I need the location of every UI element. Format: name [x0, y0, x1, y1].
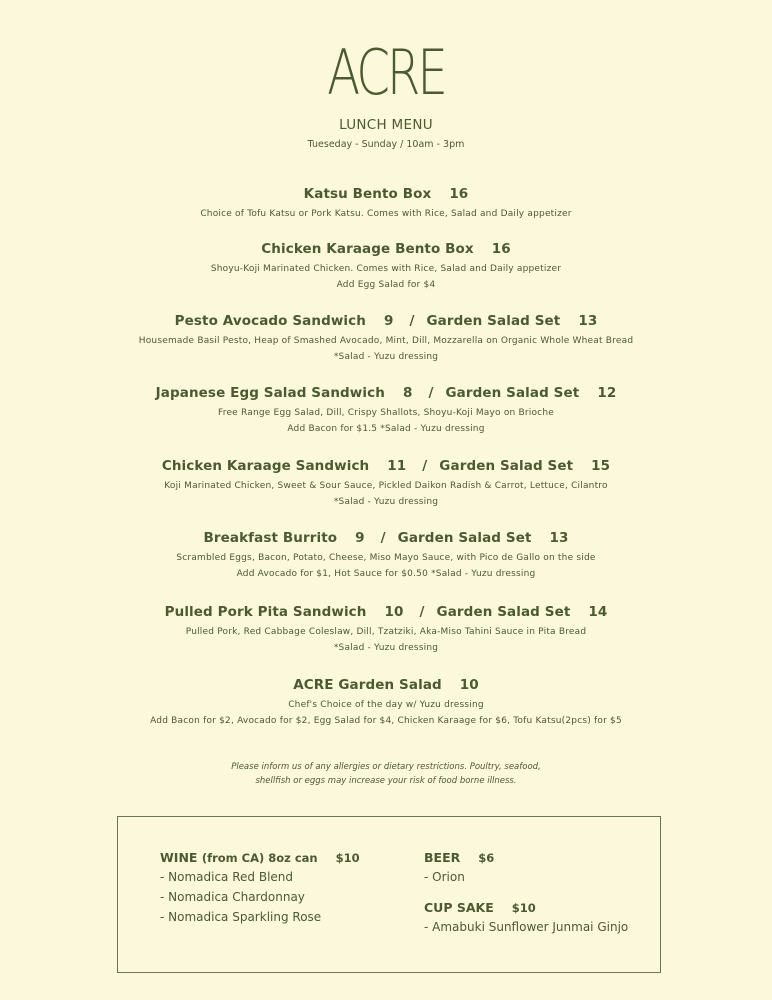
item-name: Japanese Egg Salad Sandwich	[155, 385, 385, 401]
item-note: Add Bacon for $1.5 *Salad - Yuzu dressing	[287, 424, 485, 434]
notice-line: Please inform us of any allergies or dietary restrictions. Poultry, seafood,	[231, 762, 541, 772]
item-note: *Salad - Yuzu dressing	[333, 497, 439, 507]
drink-list-item: - Nomadica Sparkling Rose	[160, 910, 322, 924]
wine-heading	[160, 849, 360, 867]
item-price: 10	[384, 604, 404, 620]
beer-price: $6	[478, 851, 495, 865]
item-separator: /	[422, 458, 428, 474]
item-note: *Salad - Yuzu dressing	[333, 352, 439, 362]
wine-subtitle: (from CA) 8oz can	[201, 851, 318, 865]
menu-item-pesto-avocado	[0, 313, 772, 365]
item-title	[0, 313, 772, 330]
item-description: Choice of Tofu Katsu or Pork Katsu. Comes with Rice, Salad and Daily appetizer	[200, 209, 572, 219]
item-description: Scrambled Eggs, Bacon, Potato, Cheese, Miso Mayo Sauce, with Pico de Gallo on the side	[176, 553, 596, 563]
item-note: *Salad - Yuzu dressing	[333, 643, 439, 653]
item-price: 16	[449, 186, 469, 202]
item-separator: /	[409, 313, 415, 329]
item-note: Add Egg Salad for $4	[336, 280, 436, 290]
item-price: 10	[459, 677, 479, 693]
item-title	[0, 385, 772, 402]
drink-list-item: - Orion	[424, 870, 465, 884]
item-set-name: Garden Salad Set	[439, 458, 574, 474]
item-separator: /	[419, 604, 425, 620]
item-set-price: 12	[597, 385, 617, 401]
menu-item-karaage-sandwich	[0, 458, 772, 510]
item-name: Chicken Karaage Bento Box	[261, 241, 474, 257]
notice-line: shellfish or eggs may increase your risk of food borne illness.	[255, 776, 517, 786]
menu-title: LUNCH MENU	[339, 117, 433, 133]
item-price: 8	[402, 385, 413, 401]
wine-title: WINE	[160, 850, 198, 865]
acre-logo: ACRE	[327, 36, 445, 109]
item-description: Free Range Egg Salad, Dill, Crispy Shallots, Shoyu-Koji Mayo on Brioche	[218, 408, 554, 418]
item-set-name: Garden Salad Set	[397, 530, 532, 546]
item-set-price: 13	[578, 313, 598, 329]
item-set-name: Garden Salad Set	[436, 604, 571, 620]
item-name: Breakfast Burrito	[203, 530, 338, 546]
item-title	[0, 186, 772, 203]
sake-price: $10	[511, 901, 536, 915]
opening-hours: Tueseday - Sunday / 10am - 3pm	[307, 139, 465, 150]
drink-list-item: - Nomadica Chardonnay	[160, 890, 305, 904]
item-title	[0, 604, 772, 621]
item-set-price: 14	[588, 604, 608, 620]
menu-item-egg-salad	[0, 385, 772, 437]
menu-item-karaage-bento	[0, 241, 772, 293]
menu-item-katsu-bento	[0, 186, 772, 222]
drink-list-item: - Amabuki Sunflower Junmai Ginjo	[424, 920, 629, 934]
item-separator: /	[380, 530, 386, 546]
sake-heading	[424, 899, 628, 917]
item-set-price: 13	[549, 530, 569, 546]
item-name: Chicken Karaage Sandwich	[161, 458, 370, 474]
item-description: Shoyu-Koji Marinated Chicken. Comes with Rice, Salad and Daily appetizer	[210, 264, 562, 274]
item-title	[0, 677, 772, 694]
beer-sake-section	[424, 849, 628, 937]
item-set-name: Garden Salad Set	[426, 313, 561, 329]
drinks-box	[117, 816, 661, 973]
menu-item-breakfast-burrito	[0, 530, 772, 582]
item-name: Pulled Pork Pita Sandwich	[164, 604, 367, 620]
menu-item-pulled-pork	[0, 604, 772, 656]
item-name: Katsu Bento Box	[303, 186, 432, 202]
item-set-price: 15	[591, 458, 611, 474]
item-price: 16	[491, 241, 511, 257]
item-description: Chef's Choice of the day w/ Yuzu dressing	[288, 700, 484, 710]
item-price: 9	[355, 530, 365, 546]
item-description: Housemade Basil Pesto, Heap of Smashed Avocado, Mint, Dill, Mozzarella on Organic Whole Wheat Bread	[138, 336, 634, 346]
item-note: Add Bacon for $2, Avocado for $2, Egg Salad for $4, Chicken Karaage for $6, Tofu Katsu(2pcs) for $5	[150, 716, 622, 726]
item-separator: /	[428, 385, 434, 401]
item-title	[0, 241, 772, 258]
sake-title: CUP SAKE	[424, 900, 494, 915]
item-set-name: Garden Salad Set	[445, 385, 580, 401]
item-price: 9	[383, 313, 394, 329]
item-note: Add Avocado for $1, Hot Sauce for $0.50 *Salad - Yuzu dressing	[236, 569, 536, 579]
item-description: Koji Marinated Chicken, Sweet & Sour Sauce, Pickled Daikon Radish & Carrot, Lettuce, Cilantro	[164, 481, 608, 491]
drink-list-item: - Nomadica Red Blend	[160, 870, 294, 884]
item-title	[0, 458, 772, 475]
item-name: Pesto Avocado Sandwich	[174, 313, 366, 329]
beer-heading	[424, 849, 628, 867]
item-title	[0, 530, 772, 547]
item-price: 11	[387, 458, 407, 474]
beer-title: BEER	[424, 850, 461, 865]
wine-section	[160, 849, 360, 927]
wine-price: $10	[335, 851, 360, 865]
allergy-notice	[0, 760, 772, 788]
menu-item-garden-salad	[0, 677, 772, 729]
item-description: Pulled Pork, Red Cabbage Coleslaw, Dill, Tzatziki, Aka-Miso Tahini Sauce in Pita Bread	[185, 627, 587, 637]
item-name: ACRE Garden Salad	[293, 677, 442, 693]
